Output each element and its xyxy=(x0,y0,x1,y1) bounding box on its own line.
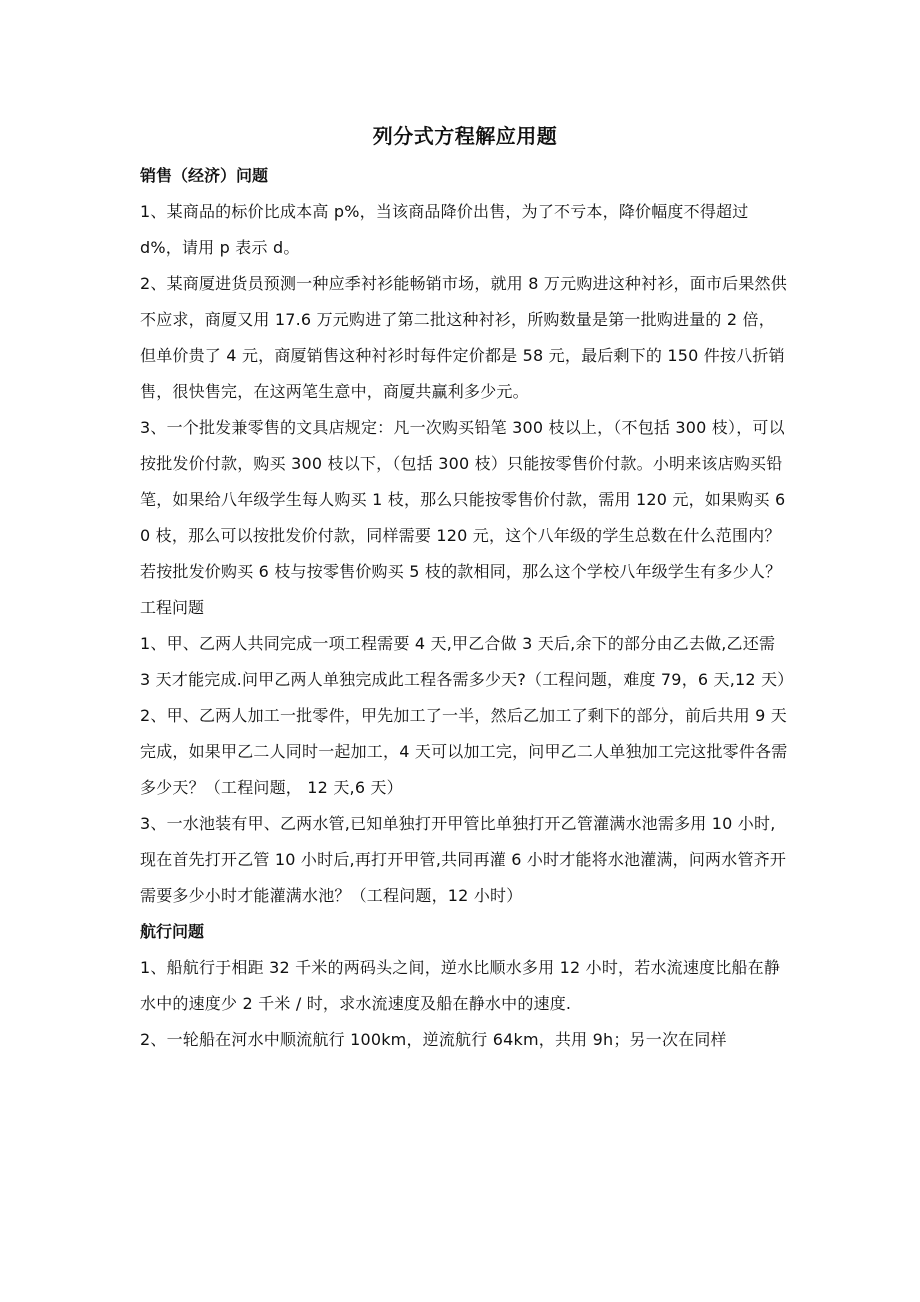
section-heading-navigation: 航行问题 xyxy=(140,922,205,941)
document-content xyxy=(140,122,794,1058)
problem-engineering-3: 3、一水池装有甲、乙两水管,已知单独打开甲管比单独打开乙管灌满水池需多用 10 小时,现在首先打开乙管 10 小时后,再打开甲管,共同再灌 6 小时才能将水池灌满，问两水管齐开需要多少小时才能灌满水池？（工程问题，12 小时） xyxy=(140,814,787,905)
problem-navigation-2: 2、一轮船在河水中顺流航行 100km，逆流航行 64km，共用 9h；另一次在同样 xyxy=(140,1030,727,1049)
problem-navigation-1: 1、船航行于相距 32 千米的两码头之间，逆水比顺水多用 12 小时，若水流速度比船在静水中的速度少 2 千米 / 时，求水流速度及船在静水中的速度. xyxy=(140,958,781,1013)
problem-engineering-1: 1、甲、乙两人共同完成一项工程需要 4 天,甲乙合做 3 天后,余下的部分由乙去做,乙还需 3 天才能完成.问甲乙两人单独完成此工程各需多少天?（工程问题，难度 79，6 天,12 天） xyxy=(140,634,794,689)
problem-engineering-2: 2、甲、乙两人加工一批零件，甲先加工了一半，然后乙加工了剩下的部分，前后共用 9 天完成，如果甲乙二人同时一起加工，4 天可以加工完，问甲乙二人单独加工完这批零件各需多少天？（工程问题， 12 天,6 天） xyxy=(140,706,788,797)
section-heading-engineering: 工程问题 xyxy=(140,598,205,617)
problem-sales-3: 3、一个批发兼零售的文具店规定：凡一次购买铅笔 300 枝以上，（不包括 300 枝），可以按批发价付款，购买 300 枝以下，（包括 300 枝）只能按零售价付款。小明来该店购买铅笔，如果给八年级学生每人购买 1 枝，那么只能按零售价付款，需用 120 元，如果购买 60 枝，那么可以按批发价付款，同样需要 120 元，这个八年级的学生总数在什么范围内？若按批发价购买 6 枝与按零售价购买 5 枝的款相同，那么这个学校八年级学生有多少人？ xyxy=(140,418,786,581)
page-title: 列分式方程解应用题 xyxy=(372,124,558,148)
problem-sales-1: 1、某商品的标价比成本高 p%，当该商品降价出售，为了不亏本，降价幅度不得超过 d%，请用 p 表示 d。 xyxy=(140,202,749,257)
section-heading-sales: 销售（经济）问题 xyxy=(140,166,269,185)
problem-sales-2: 2、某商厦进货员预测一种应季衬衫能畅销市场，就用 8 万元购进这种衬衫，面市后果然供不应求，商厦又用 17.6 万元购进了第二批这种衬衫，所购数量是第一批购进量的 2 倍，但单价贵了 4 元，商厦销售这种衬衫时每件定价都是 58 元，最后剩下的 150 件按八折销售，很快售完，在这两笔生意中，商厦共赢利多少元。 xyxy=(140,274,787,401)
